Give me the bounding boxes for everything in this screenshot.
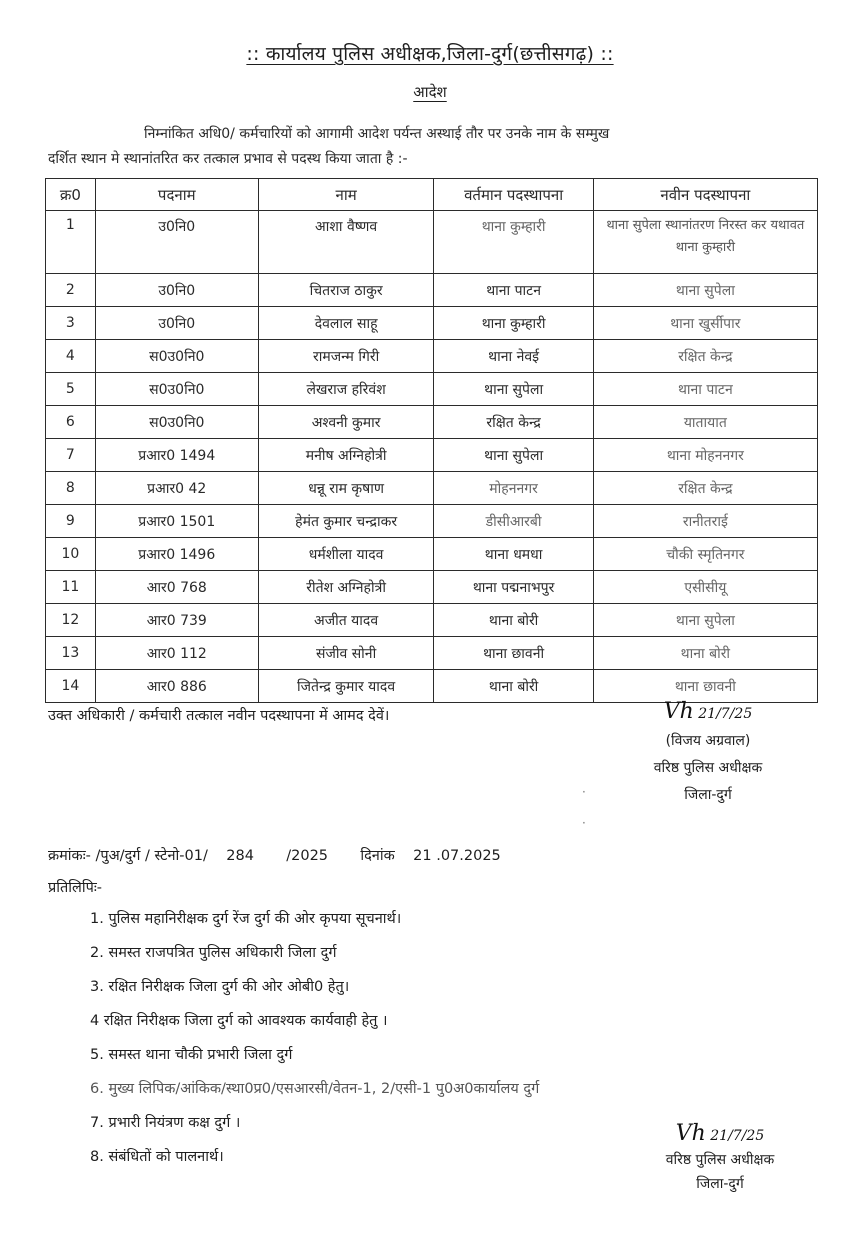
cell-new-posting: थाना छावनी xyxy=(593,670,817,703)
cell-name: रीतेश अग्निहोत्री xyxy=(258,571,434,604)
cell-new-posting: थाना सुपेला xyxy=(593,604,817,637)
cell-sno: 10 xyxy=(46,538,96,571)
cell-designation: प्रआर0 1494 xyxy=(95,439,258,472)
intro-paragraph xyxy=(48,122,818,172)
cell-current-posting: रक्षित केन्द्र xyxy=(434,406,593,439)
document-type-heading: आदेश xyxy=(413,83,447,101)
cell-new-posting: रक्षित केन्द्र xyxy=(593,472,817,505)
signature-date: 21/7/25 xyxy=(710,1128,765,1144)
closing-note: उक्त अधिकारी / कर्मचारी तत्काल नवीन पदस्थापना में आमद देवें। xyxy=(48,708,390,724)
signatory-designation: वरिष्ठ पुलिस अधीक्षक xyxy=(665,1152,775,1168)
cell-current-posting: थाना पद्मनाभपुर xyxy=(434,571,593,604)
cell-name: हेमंत कुमार चन्द्राकर xyxy=(258,505,434,538)
cell-current-posting: थाना सुपेला xyxy=(434,373,593,406)
cell-current-posting: थाना बोरी xyxy=(434,670,593,703)
signature-block-secondary xyxy=(620,1122,820,1196)
cell-sno: 9 xyxy=(46,505,96,538)
cell-sno: 2 xyxy=(46,274,96,307)
table-row xyxy=(46,538,818,571)
cell-new-posting: थाना बोरी xyxy=(593,637,817,670)
col-header-sno: क्र0 xyxy=(46,179,96,211)
cell-current-posting: थाना नेवई xyxy=(434,340,593,373)
cell-sno: 6 xyxy=(46,406,96,439)
cell-new-posting: थाना खुर्सीपार xyxy=(593,307,817,340)
cell-sno: 8 xyxy=(46,472,96,505)
cell-designation: आर0 768 xyxy=(95,571,258,604)
table-row xyxy=(46,307,818,340)
table-row xyxy=(46,439,818,472)
signatory-name: (विजय अग्रवाल) xyxy=(665,733,751,749)
cell-name: धर्मशीला यादव xyxy=(258,538,434,571)
table-row xyxy=(46,274,818,307)
signatory-designation: वरिष्ठ पुलिस अधीक्षक xyxy=(653,760,763,776)
cell-new-posting: एसीसीयू xyxy=(593,571,817,604)
reference-number: 284 xyxy=(226,848,254,864)
cell-designation: प्रआर0 1501 xyxy=(95,505,258,538)
reference-code: /पुअ/दुर्ग / स्टेनो-01/ xyxy=(95,848,208,864)
cell-current-posting: थाना छावनी xyxy=(434,637,593,670)
intro-line-1: निम्नांकित अधि0/ कर्मचारियों को आगामी आदेश पर्यन्त अस्थाई तौर पर उनके नाम के सम्मुख xyxy=(144,126,610,142)
cell-designation: प्रआर0 42 xyxy=(95,472,258,505)
col-header-name: नाम xyxy=(258,179,434,211)
copy-to-item: 5. समस्त थाना चौकी प्रभारी जिला दुर्ग xyxy=(90,1047,293,1063)
cell-name: चितराज ठाकुर xyxy=(258,274,434,307)
stray-mark: · xyxy=(582,816,586,830)
copy-to-item: 1. पुलिस महानिरीक्षक दुर्ग रेंज दुर्ग की ओर कृपया सूचनार्थ। xyxy=(90,911,402,927)
cell-designation: आर0 112 xyxy=(95,637,258,670)
cell-sno: 11 xyxy=(46,571,96,604)
copy-to-item: 8. संबंधितों को पालनार्थ। xyxy=(90,1149,224,1165)
copy-to-label: प्रतिलिपिः- xyxy=(48,880,103,896)
cell-new-posting: चौकी स्मृतिनगर xyxy=(593,538,817,571)
date-value: 21 .07.2025 xyxy=(413,848,501,864)
cell-current-posting: डीसीआरबी xyxy=(434,505,593,538)
cell-sno: 12 xyxy=(46,604,96,637)
cell-designation: स0उ0नि0 xyxy=(95,373,258,406)
cell-designation: आर0 886 xyxy=(95,670,258,703)
table-header-row xyxy=(46,179,818,211)
table-row xyxy=(46,571,818,604)
cell-name: अश्वनी कुमार xyxy=(258,406,434,439)
cell-sno: 3 xyxy=(46,307,96,340)
col-header-new-posting: नवीन पदस्थापना xyxy=(593,179,817,211)
cell-designation: प्रआर0 1496 xyxy=(95,538,258,571)
cell-new-posting: रानीतराई xyxy=(593,505,817,538)
copy-to-item: 2. समस्त राजपत्रित पुलिस अधिकारी जिला दुर्ग xyxy=(90,945,337,961)
cell-designation: स0उ0नि0 xyxy=(95,340,258,373)
cell-designation: उ0नि0 xyxy=(95,307,258,340)
cell-sno: 4 xyxy=(46,340,96,373)
copy-to-item: 4 रक्षित निरीक्षक जिला दुर्ग को आवश्यक कार्यवाही हेतु । xyxy=(90,1013,388,1029)
signature-date: 21/7/25 xyxy=(698,706,753,722)
intro-line-2: दर्शित स्थान मे स्थानांतरित कर तत्काल प्रभाव से पदस्थ किया जाता है :- xyxy=(48,151,408,167)
reference-line xyxy=(48,845,501,865)
table-row xyxy=(46,604,818,637)
cell-name: अजीत यादव xyxy=(258,604,434,637)
cell-sno: 14 xyxy=(46,670,96,703)
reference-year: /2025 xyxy=(286,848,329,864)
table-row xyxy=(46,505,818,538)
cell-new-posting: रक्षित केन्द्र xyxy=(593,340,817,373)
table-row xyxy=(46,670,818,703)
cell-name: देवलाल साहू xyxy=(258,307,434,340)
cell-new-posting: थाना सुपेला xyxy=(593,274,817,307)
cell-designation: उ0नि0 xyxy=(95,211,258,274)
cell-new-posting: यातायात xyxy=(593,406,817,439)
reference-label: क्रमांकः- xyxy=(48,848,91,864)
signatory-district: जिला-दुर्ग xyxy=(684,787,732,803)
signature-initials: Vh xyxy=(675,1121,706,1146)
date-label: दिनांक xyxy=(360,848,395,864)
cell-current-posting: थाना पाटन xyxy=(434,274,593,307)
cell-name: रामजन्म गिरी xyxy=(258,340,434,373)
cell-designation: आर0 739 xyxy=(95,604,258,637)
cell-current-posting: थाना बोरी xyxy=(434,604,593,637)
signature-initials: Vh xyxy=(663,699,694,724)
handwritten-signature xyxy=(620,1122,820,1148)
stray-mark: · xyxy=(582,785,586,799)
cell-name: लेखराज हरिवंश xyxy=(258,373,434,406)
cell-name: जितेन्द्र कुमार यादव xyxy=(258,670,434,703)
cell-name: संजीव सोनी xyxy=(258,637,434,670)
cell-current-posting: मोहननगर xyxy=(434,472,593,505)
cell-name: आशा वैष्णव xyxy=(258,211,434,274)
col-header-current-posting: वर्तमान पदस्थापना xyxy=(434,179,593,211)
copy-to-item: 6. मुख्य लिपिक/आंकिक/स्था0प्र0/एसआरसी/वेतन-1, 2/एसी-1 पु0अ0कार्यालय दुर्ग xyxy=(90,1081,540,1097)
cell-designation: स0उ0नि0 xyxy=(95,406,258,439)
table-row xyxy=(46,472,818,505)
cell-current-posting: थाना कुम्हारी xyxy=(434,307,593,340)
cell-sno: 13 xyxy=(46,637,96,670)
copy-to-item: 3. रक्षित निरीक्षक जिला दुर्ग की ओर ओबी0 हेतु। xyxy=(90,979,350,995)
cell-new-posting: थाना सुपेला स्थानांतरण निरस्त कर यथावत थाना कुम्हारी xyxy=(593,211,817,274)
copy-to-list xyxy=(90,908,539,1180)
cell-name: मनीष अग्निहोत्री xyxy=(258,439,434,472)
handwritten-signature xyxy=(598,700,818,728)
cell-sno: 5 xyxy=(46,373,96,406)
cell-new-posting: थाना पाटन xyxy=(593,373,817,406)
cell-current-posting: थाना कुम्हारी xyxy=(434,211,593,274)
signatory-district: जिला-दुर्ग xyxy=(696,1176,744,1192)
signature-block-primary xyxy=(598,700,818,809)
transfer-table xyxy=(45,178,818,703)
table-row xyxy=(46,637,818,670)
cell-sno: 1 xyxy=(46,211,96,274)
copy-to-item: 7. प्रभारी नियंत्रण कक्ष दुर्ग । xyxy=(90,1115,241,1131)
table-row xyxy=(46,340,818,373)
cell-current-posting: थाना सुपेला xyxy=(434,439,593,472)
col-header-designation: पदनाम xyxy=(95,179,258,211)
cell-new-posting: थाना मोहननगर xyxy=(593,439,817,472)
table-row xyxy=(46,406,818,439)
cell-designation: उ0नि0 xyxy=(95,274,258,307)
table-row xyxy=(46,373,818,406)
cell-name: धन्नू राम कृषाण xyxy=(258,472,434,505)
cell-sno: 7 xyxy=(46,439,96,472)
cell-current-posting: थाना धमधा xyxy=(434,538,593,571)
table-row xyxy=(46,211,818,274)
office-title: :: कार्यालय पुलिस अधीक्षक,जिला-दुर्ग(छत्तीसगढ़) :: xyxy=(246,43,614,65)
